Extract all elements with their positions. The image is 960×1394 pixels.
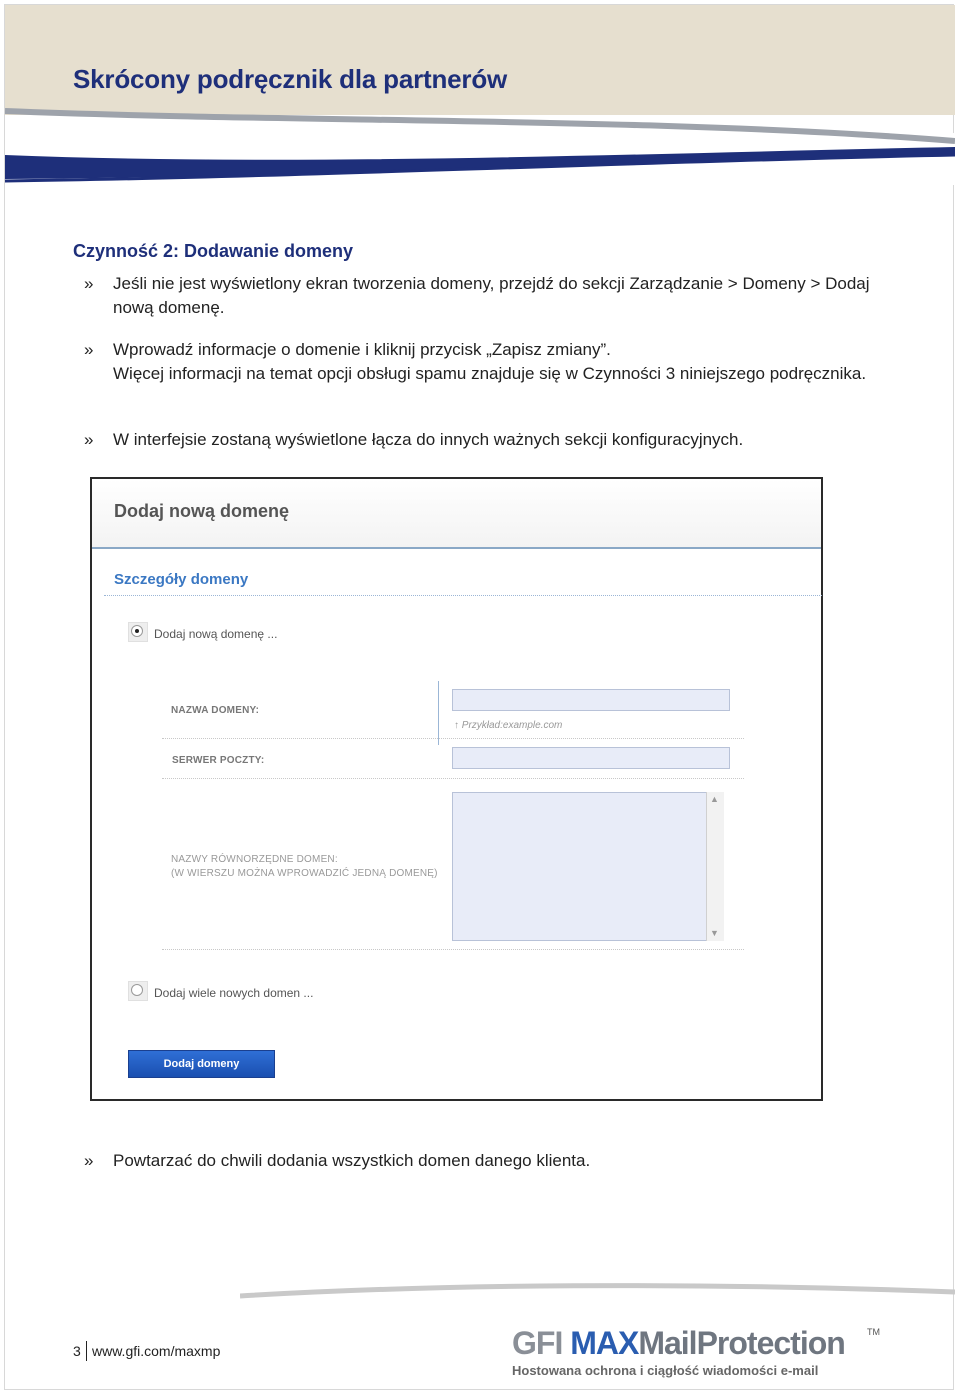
bullet-marker: » — [84, 1151, 94, 1170]
field-separator — [162, 738, 744, 739]
bullet-marker: » — [84, 274, 94, 293]
trademark-mark: TM — [867, 1327, 880, 1337]
bullet-text: Wprowadź informacje o domenie i kliknij przycisk „Zapisz zmiany”. — [113, 340, 611, 359]
bullet-marker: » — [84, 430, 94, 449]
logo-tagline: Hostowana ochrona i ciągłość wiadomości e-mail — [512, 1363, 819, 1378]
logo-wordmark: GFI MAXMailProtection — [512, 1325, 845, 1361]
screenshot-title: Dodaj nową domenę — [114, 501, 290, 521]
website-link[interactable]: www.gfi.com/maxmp — [92, 1343, 221, 1359]
gfi-max-mailprotection-logo — [512, 1325, 880, 1378]
mail-server-input[interactable] — [452, 747, 730, 769]
domain-aliases-textarea[interactable] — [452, 792, 724, 941]
domain-name-input[interactable] — [452, 689, 730, 711]
add-multiple-domains-label: Dodaj wiele nowych domen ... — [154, 986, 314, 1000]
domain-aliases-hint: (W WIERSZU MOŻNA WPROWADZIĆ JEDNĄ DOMENĘ) — [171, 868, 438, 879]
add-multiple-domains-radio[interactable] — [131, 984, 143, 996]
field-separator — [162, 949, 744, 950]
header-band — [5, 5, 955, 185]
domain-details-heading: Szczegóły domeny — [114, 571, 249, 588]
textarea-scrollbar[interactable] — [706, 792, 724, 941]
add-domains-button[interactable]: Dodaj domeny — [128, 1050, 275, 1078]
add-domain-screenshot — [90, 477, 823, 1101]
bullet-text: Więcej informacji na temat opcji obsługi spamu znajduje się w Czynności 3 niniejszego podręcznika. — [113, 364, 867, 383]
scroll-down-icon[interactable]: ▼ — [710, 928, 719, 938]
scroll-up-icon[interactable]: ▲ — [710, 794, 719, 804]
add-single-domain-radio[interactable] — [131, 625, 143, 637]
domain-name-hint: ↑ Przykład:example.com — [454, 720, 563, 731]
field-separator — [162, 778, 744, 779]
field-divider — [438, 681, 439, 745]
page-number: 3 — [73, 1343, 81, 1359]
document-title: Skrócony podręcznik dla partnerów — [73, 64, 508, 94]
domain-name-label: NAZWA DOMENY: — [171, 705, 260, 716]
bullet-text: Powtarzać do chwili dodania wszystkich domen danego klienta. — [113, 1151, 591, 1170]
page-separator — [86, 1341, 87, 1361]
domain-aliases-label: NAZWY RÓWNORZĘDNE DOMEN: — [171, 854, 338, 865]
screenshot-titlebar — [92, 479, 821, 549]
section-divider — [104, 595, 822, 596]
bullet-text: Jeśli nie jest wyświetlony ekran tworzenia domeny, przejdź do sekcji Zarządzanie > Domeny > Dodaj nową domenę. — [113, 274, 870, 317]
mail-server-label: SERWER POCZTY: — [172, 755, 265, 766]
bullet-text: W interfejsie zostaną wyświetlone łącza do innych ważnych sekcji konfiguracyjnych. — [113, 430, 744, 449]
add-single-domain-label: Dodaj nową domenę ... — [154, 627, 278, 641]
footer-swoosh — [240, 1278, 955, 1308]
bullet-marker: » — [84, 340, 94, 359]
section-title: Czynność 2: Dodawanie domeny — [73, 241, 354, 261]
